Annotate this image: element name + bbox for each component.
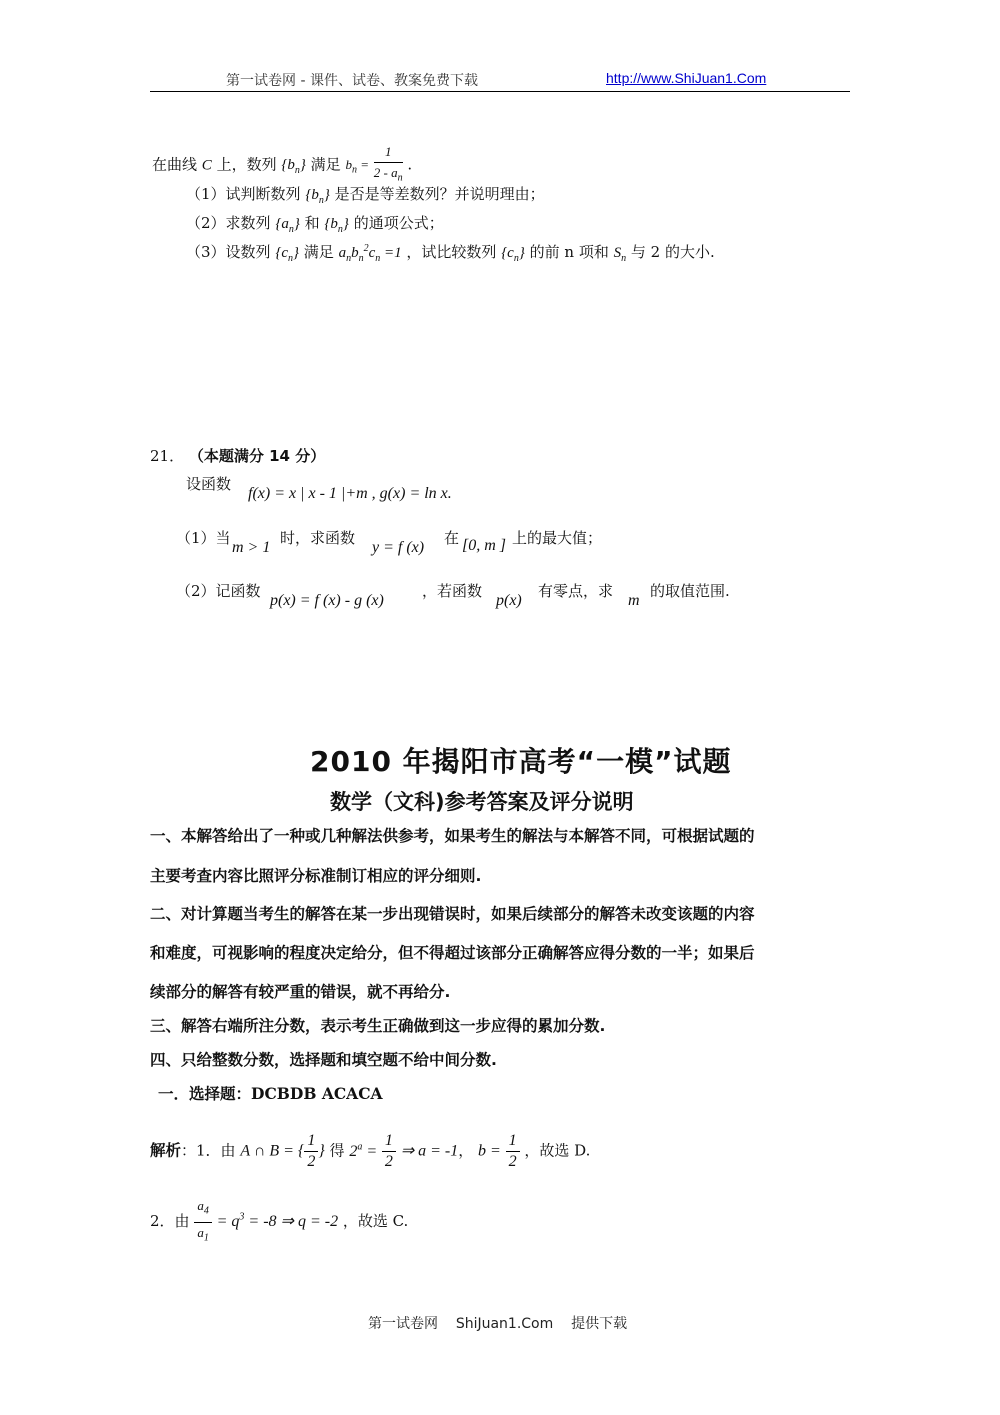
seq-b-3: $\{b_n\}$: [324, 216, 349, 235]
note-line-7: 四、只给整数分数，选择题和填空题不给中间分数.: [150, 1051, 497, 1069]
note-line-4: 和难度，可视影响的程度决定给分，但不得超过该部分正确解答应得分数的一半；如果后: [150, 944, 755, 962]
seq-c-2: $\{c_n\}$: [501, 245, 525, 264]
q21-part1-c: 在: [444, 529, 460, 547]
q20-satisfy: 满足: [310, 155, 341, 174]
footer: [368, 1313, 627, 1333]
q21-interval: [0, m ]: [462, 537, 507, 554]
seq-c: $\{c_n\}$: [275, 245, 299, 264]
solution-2: 2．由 $\frac{a_4}{a_1}$ = $q^3 = -8$ ⇒ q = -2 ，故选 C.: [150, 1196, 408, 1248]
seq-b-2: $\{b_n\}$: [305, 187, 330, 206]
sol1-half-frac: $\frac{1}{2}$: [304, 1131, 318, 1172]
q21-part2-d: 的取值范围.: [650, 582, 730, 600]
sum-s: $S_n$: [613, 245, 627, 264]
note-line-6: 三、解答右端所注分数，表示考生正确做到这一步应得的累加分数.: [150, 1017, 606, 1035]
header-url-link[interactable]: http://www.ShiJuan1.Com: [606, 70, 767, 86]
answer-subtitle: 数学（文科)参考答案及评分说明: [330, 790, 634, 814]
q20-intro-text: 在曲线: [152, 155, 198, 174]
q21-part2-c: 有零点，求: [538, 582, 614, 600]
header-site-text: 第一试卷网 - 课件、试卷、教案免费下载: [226, 73, 478, 89]
q20-part3: （3）设数列 $\{c_n\}$ 满足 $a_nb_n^2c_n =1$ ，试比较数列 $\{c_n\}$ 的前 n 项和 $S_n$ 与 2 的大小.: [186, 243, 715, 264]
choice-answers: 一．选择题：DCBDB ACACA: [158, 1084, 383, 1103]
q20-part2: （2）求数列 $\{a_n\}$ 和 $\{b_n\}$ 的通项公式；: [186, 214, 444, 235]
q21-setfn: 设函数: [186, 475, 232, 493]
q20-intro-text-2: 上，数列: [216, 155, 277, 174]
q21-fdef: f(x) = x | x - 1 |+m , g(x) = ln x.: [248, 485, 452, 502]
q21-y-fx: y = f (x): [372, 539, 425, 556]
seq-b: $\{b_n\}$: [281, 157, 306, 177]
q21-m: m: [628, 592, 640, 609]
footer-text-3: 提供下载: [571, 1316, 628, 1332]
sol1-half-frac-3: $\frac{1}{2}$: [506, 1131, 520, 1172]
note-line-2: 主要考查内容比照评分标准制订相应的评分细则.: [150, 867, 482, 885]
q20-intro-line: [152, 142, 412, 189]
footer-text-1: 第一试卷网: [368, 1316, 438, 1332]
header-rule: [150, 91, 850, 92]
q21-part1-b: 时，求函数: [280, 529, 356, 547]
q21-part2-b: ，若函数: [422, 582, 483, 600]
curve-c: C: [201, 157, 212, 174]
q21-part1: （1）当: [176, 529, 231, 547]
sol1-half-frac-2: $\frac{1}{2}$: [382, 1131, 396, 1172]
sol2-ratio-frac: $\frac{a_4}{a_1}$: [194, 1196, 212, 1248]
q21-heading: 21． （本题满分 14 分）: [150, 447, 326, 465]
note-line-1: 一、本解答给出了一种或几种解法供参考，如果考生的解法与本解答不同，可根据试题的: [150, 827, 755, 845]
q20-period: .: [407, 155, 413, 174]
note-line-3: 二、对计算题当考生的解答在某一步出现错误时，如果后续部分的解答未改变该题的内容: [150, 905, 755, 923]
q21-px: p(x): [496, 592, 522, 609]
q21-px-def: p(x) = f (x) - g (x): [270, 592, 384, 609]
answer-title: 2010 年揭阳市高考“一模”试题: [310, 745, 732, 778]
footer-site: ShiJuan1.Com: [455, 1316, 554, 1332]
q21-part2: （2）记函数: [176, 582, 261, 600]
q21-part1-d: 上的最大值；: [512, 529, 603, 547]
q20-part1: （1）试判断数列 $\{b_n\}$ 是否是等差数列？并说明理由；: [186, 185, 545, 206]
bn-def: $b_n$ =: [345, 157, 369, 176]
note-line-5: 续部分的解答有较严重的错误，就不再给分.: [150, 983, 451, 1001]
abc-expr: $a_nb_n^2c_n =1$: [338, 243, 402, 264]
bn-fraction: $\frac{1}{2 - a_n}$: [373, 144, 403, 184]
seq-a: $\{a_n\}$: [275, 216, 300, 235]
solution-1: 解析：1．由 A ∩ B = { $\frac{1}{2}$ } 得 2$^a$ = $\frac{1}{2}$ ⇒ a = -1， b = $\frac{1}{2}$ ，故选 D.: [150, 1132, 591, 1170]
q21-m-gt-1: m > 1: [232, 539, 271, 556]
